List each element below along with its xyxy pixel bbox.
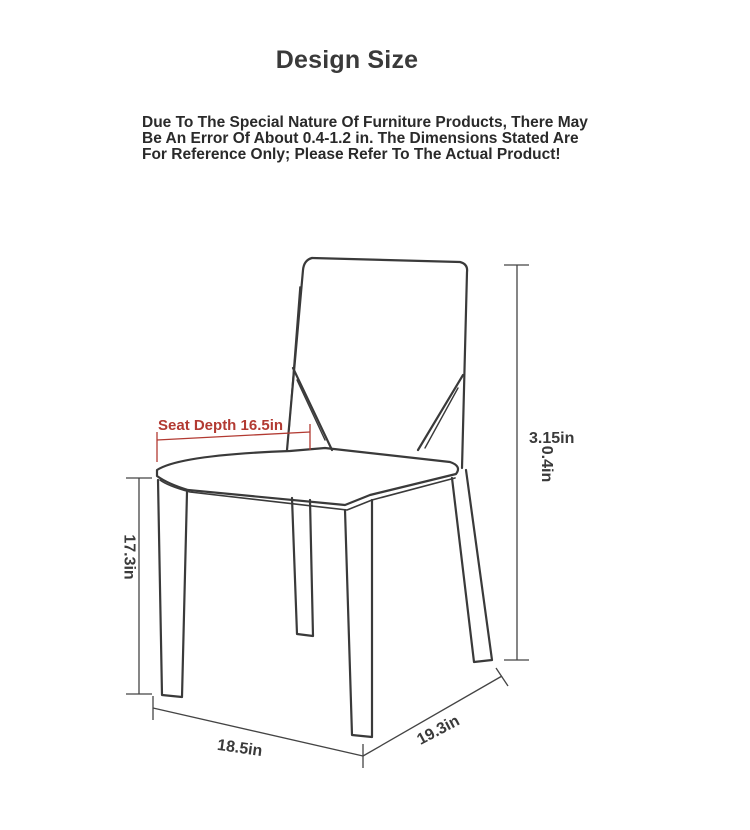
depth-label: 19.3in (414, 712, 463, 749)
chair-seat (157, 448, 458, 510)
page-title: Design Size (275, 46, 419, 74)
chair-legs (158, 470, 492, 737)
disclaimer-line-1: Due To The Special Nature Of Furniture Products, There May (142, 114, 588, 131)
back-height-secondary-label: 0.4in (538, 445, 556, 483)
back-height-dimension-line (504, 265, 529, 660)
disclaimer-line-2: Be An Error Of About 0.4-1.2 in. The Dimensions Stated Are (142, 130, 579, 147)
back-height-label: 3.15in (529, 430, 575, 447)
chair-backrest (287, 258, 467, 468)
disclaimer-line-3: For Reference Only; Please Refer To The Actual Product! (142, 146, 561, 163)
width-label: 18.5in (216, 736, 264, 761)
seat-height-label: 17.3in (120, 534, 138, 580)
seat-depth-label: Seat Depth 16.5in (158, 417, 284, 434)
seat-height-dimension-line (126, 478, 152, 694)
